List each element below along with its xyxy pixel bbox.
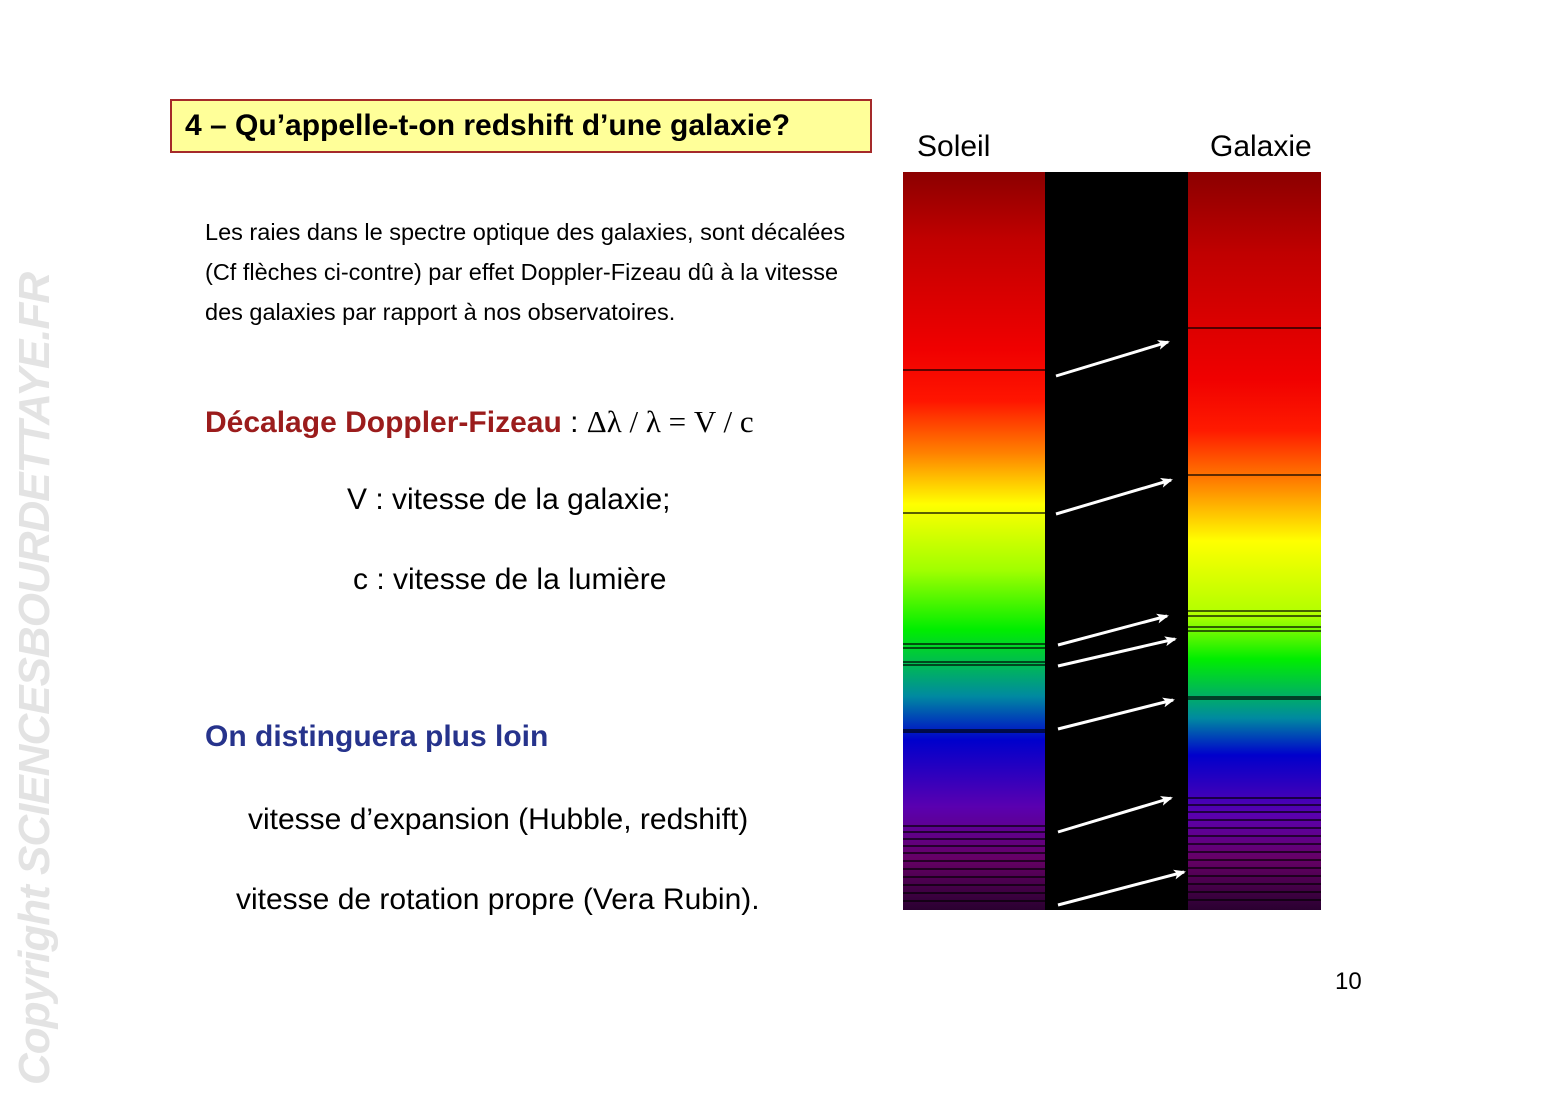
galaxy-spectrum-label: Galaxie [1210, 130, 1312, 163]
formula-expression: Δλ / λ = V / c [586, 404, 754, 439]
formula-separator: : [561, 406, 587, 439]
distinction-item-rotation: vitesse de rotation propre (Vera Rubin). [236, 883, 760, 916]
definition-v: V : vitesse de la galaxie; [347, 483, 671, 516]
formula-label: Décalage Doppler-Fizeau [205, 406, 562, 439]
definition-c: c : vitesse de la lumière [353, 563, 667, 596]
formula-line [205, 400, 754, 445]
copyright-watermark: Copyright SCIENCESBOURDETTAYE.FR [10, 272, 59, 1085]
sun-spectrum [903, 172, 1045, 910]
page-number: 10 [1335, 968, 1362, 995]
spectrum-comparison-diagram [903, 172, 1321, 910]
distinction-item-expansion: vitesse d’expansion (Hubble, redshift) [248, 803, 749, 836]
slide-title: 4 – Qu’appelle-t-on redshift d’une galaxie? [170, 99, 872, 153]
sun-spectrum-label: Soleil [917, 130, 991, 163]
galaxy-spectrum [1188, 172, 1321, 910]
distinction-heading: On distinguera plus loin [205, 720, 549, 753]
intro-paragraph: Les raies dans le spectre optique des galaxies, sont décalées (Cf flèches ci-contre) par effet Doppler-Fizeau dû à la vitesse des galaxies par rapport à nos observatoires. [205, 219, 846, 325]
